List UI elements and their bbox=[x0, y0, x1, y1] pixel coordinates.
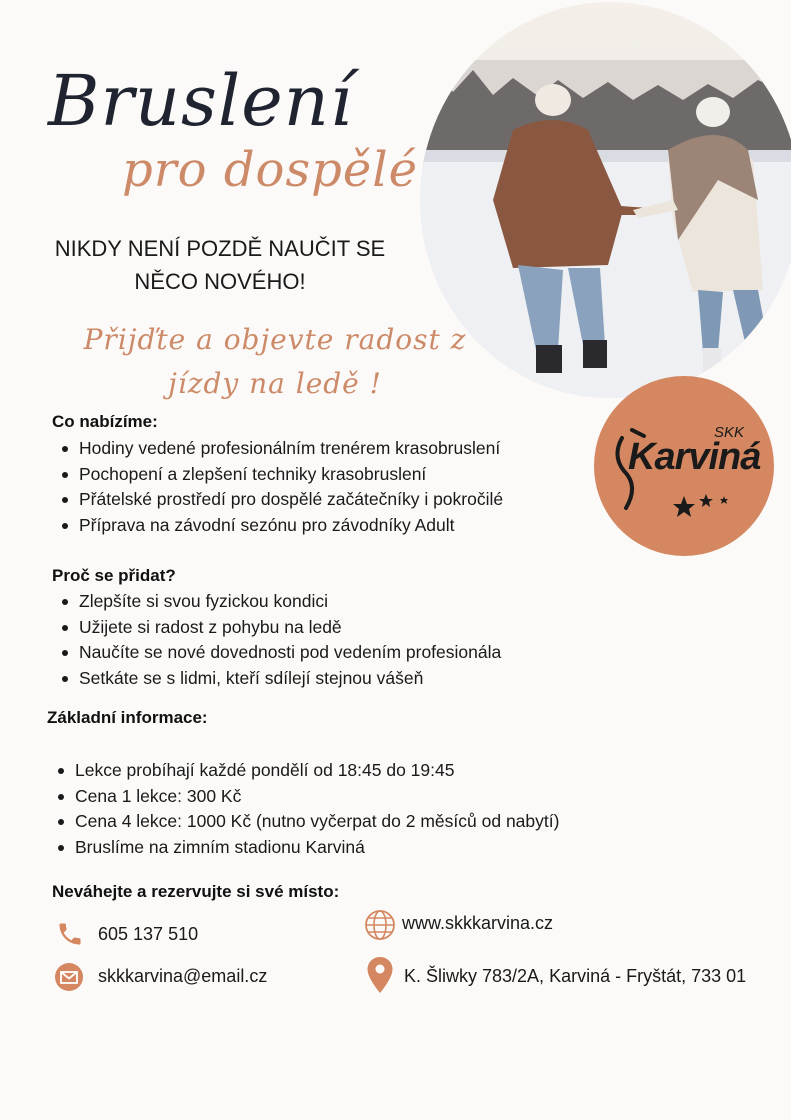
invite-line-2: jízdy na ledě ! bbox=[168, 367, 382, 400]
page-title: Bruslení bbox=[48, 60, 354, 142]
email-address[interactable]: skkkarvina@email.cz bbox=[98, 966, 268, 986]
logo-small-text: SKK bbox=[714, 424, 745, 441]
list-item: Užijete si radost z pohybu na ledě bbox=[57, 615, 501, 641]
offer-title: Co nabízíme: bbox=[52, 412, 158, 431]
email-icon bbox=[54, 962, 84, 992]
tagline-line-2: NĚCO NOVÉHO! bbox=[134, 269, 306, 294]
skater-figure-icon bbox=[604, 416, 774, 526]
list-item: Lekce probíhají každé pondělí od 18:45 do 19:45 bbox=[53, 758, 559, 784]
globe-icon bbox=[364, 909, 396, 941]
logo-name: Karviná bbox=[628, 436, 761, 478]
invite-line-1: Přijďte a objevte radost z bbox=[83, 323, 467, 356]
list-item: Cena 4 lekce: 1000 Kč (nutno vyčerpat do 2 měsíců od nabytí) bbox=[53, 809, 559, 835]
contact-title: Neváhejte a rezervujte si své místo: bbox=[52, 882, 340, 901]
page-subtitle: pro dospělé bbox=[122, 142, 418, 198]
tagline bbox=[40, 232, 400, 298]
list-item: Bruslíme na zimním stadionu Karviná bbox=[53, 835, 559, 861]
address: K. Šliwky 783/2A, Karviná - Fryštát, 733 01 bbox=[404, 966, 747, 986]
list-item: Naučíte se nové dovednosti pod vedením profesionála bbox=[57, 640, 501, 666]
club-logo bbox=[594, 376, 774, 556]
website-link[interactable]: www.skkkarvina.cz bbox=[402, 913, 554, 933]
skating-couple-photo bbox=[418, 0, 791, 400]
location-pin-icon bbox=[366, 956, 394, 994]
why-title: Proč se přidat? bbox=[52, 566, 176, 585]
list-item: Příprava na závodní sezónu pro závodníky Adult bbox=[57, 513, 503, 539]
phone-icon bbox=[56, 920, 84, 948]
list-item: Přátelské prostředí pro dospělé začátečníky i pokročilé bbox=[57, 487, 503, 513]
info-list bbox=[53, 758, 559, 860]
list-item: Setkáte se s lidmi, kteří sdílejí stejnou vášeň bbox=[57, 666, 501, 692]
list-item: Pochopení a zlepšení techniky krasobruslení bbox=[57, 462, 503, 488]
phone-number[interactable]: 605 137 510 bbox=[98, 924, 199, 944]
list-item: Hodiny vedené profesionálním trenérem krasobruslení bbox=[57, 436, 503, 462]
info-title: Základní informace: bbox=[47, 708, 208, 727]
why-list bbox=[57, 589, 501, 691]
list-item: Cena 1 lekce: 300 Kč bbox=[53, 784, 559, 810]
list-item: Zlepšíte si svou fyzickou kondici bbox=[57, 589, 501, 615]
offer-list bbox=[57, 436, 503, 538]
tagline-line-1: NIKDY NENÍ POZDĚ NAUČIT SE bbox=[54, 236, 386, 261]
